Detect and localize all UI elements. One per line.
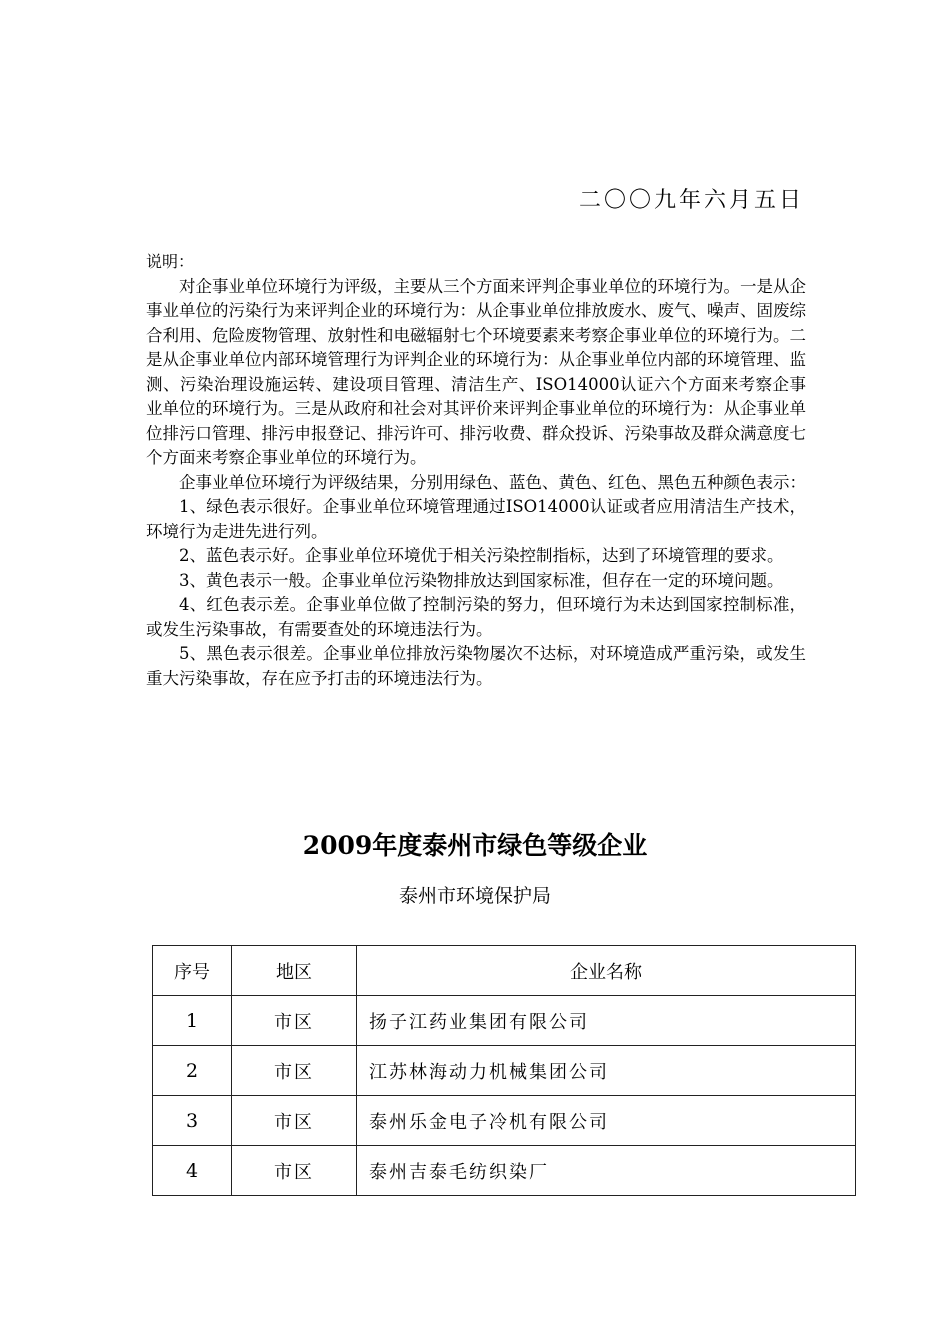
row-area: 市区 [232, 1146, 357, 1196]
header-number: 序号 [153, 946, 232, 996]
table-row [153, 1096, 856, 1146]
explanation-title: 说明： [146, 252, 195, 271]
table-row [153, 1046, 856, 1096]
row-area: 市区 [232, 996, 357, 1046]
row-area: 市区 [232, 1096, 357, 1146]
header-area: 地区 [232, 946, 357, 996]
table-row [153, 1146, 856, 1196]
document-title: 2009年度泰州市绿色等级企业 [302, 831, 648, 860]
row-number: 4 [153, 1146, 232, 1196]
table-header-row [153, 946, 856, 996]
row-company-name: 泰州乐金电子冷机有限公司 [357, 1096, 856, 1146]
explanation-section [146, 250, 806, 691]
explanation-paragraph-yellow: 3、黄色表示一般。企事业单位污染物排放达到国家标准，但存在一定的环境问题。 [179, 570, 784, 590]
explanation-paragraph-blue: 2、蓝色表示好。企事业单位环境优于相关污染控制指标，达到了环境管理的要求。 [179, 546, 784, 565]
header-company-name: 企业名称 [357, 946, 856, 996]
row-company-name: 江苏林海动力机械集团公司 [357, 1046, 856, 1096]
row-number: 3 [153, 1096, 232, 1146]
explanation-paragraph-red: 4、红色表示差。企事业单位做了控制污染的努力，但环境行为未达到国家控制标准，或发生污染事故，有需要查处的环境违法行为。 [146, 595, 806, 639]
company-table [152, 945, 856, 1196]
document-date: 二〇〇九年六月五日 [578, 188, 804, 213]
explanation-paragraph-black: 5、黑色表示很差。企事业单位排放污染物屡次不达标，对环境造成严重污染，或发生重大污染事故，存在应予打击的环境违法行为。 [146, 644, 806, 688]
issuing-organization: 泰州市环境保护局 [398, 885, 551, 907]
row-number: 2 [153, 1046, 232, 1096]
row-company-name: 扬子江药业集团有限公司 [357, 996, 856, 1046]
row-area: 市区 [232, 1046, 357, 1096]
row-number: 1 [153, 996, 232, 1046]
explanation-paragraph-colors: 企事业单位环境行为评级结果，分别用绿色、蓝色、黄色、红色、黑色五种颜色表示： [179, 472, 806, 492]
explanation-paragraph-evaluation: 对企事业单位环境行为评级，主要从三个方面来评判企事业单位的环境行为。一是从企事业单位的污染行为来评判企业的环境行为：从企事业单位排放废水、废气、噪声、固废综合利用、危险废物管理、放射性和电磁辐射七个环境要素来考察企事业单位的环境行为。二是从企事业单位内部环境管理行为评判企业的环境行为：从企事业单位内部的环境管理、监测、污染治理设施运转、建设项目管理、清洁生产、ISO14000认证六个方面来考察企事业单位的环境行为。三是从政府和社会对其评价来评判企事业单位的环境行为：从企事业单位排污口管理、排污申报登记、排污许可、排污收费、群众投诉、污染事故及群众满意度七个方面来考察企事业单位的环境行为。 [146, 276, 806, 467]
row-company-name: 泰州吉泰毛纺织染厂 [357, 1146, 856, 1196]
table-row [153, 996, 856, 1046]
explanation-paragraph-green: 1、绿色表示很好。企事业单位环境管理通过ISO14000认证或者应用清洁生产技术，环境行为走进先进行列。 [146, 497, 806, 541]
